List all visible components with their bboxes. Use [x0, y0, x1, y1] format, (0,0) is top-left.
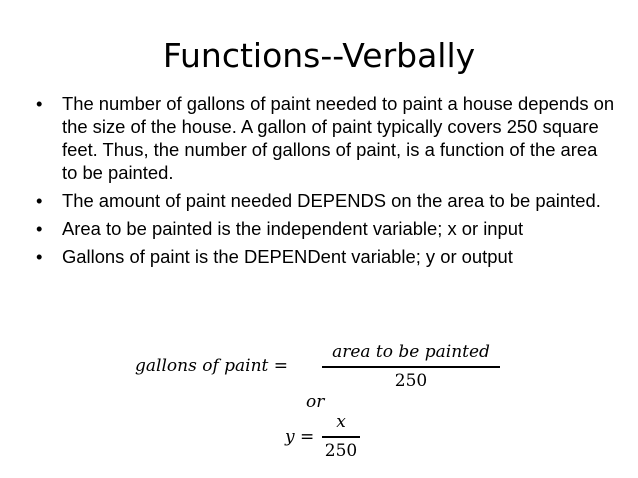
equation1-lhs: gallons of paint = — [135, 356, 289, 376]
bullet-list — [36, 92, 616, 273]
bullet-item — [36, 189, 616, 212]
bullet-item — [36, 245, 616, 268]
bullet-dot-icon: • — [36, 93, 43, 114]
equation1-denominator: 250 — [394, 371, 428, 391]
bullet-dot-icon: • — [36, 246, 43, 267]
slide-title: Functions--Verbally — [162, 36, 476, 75]
equation2-numerator: x — [336, 412, 346, 432]
equation2-fraction-bar — [322, 436, 360, 438]
bullet-text: Area to be painted is the independent variable; x or input — [62, 218, 524, 239]
bullet-dot-icon: • — [36, 190, 43, 211]
bullet-text: The number of gallons of paint needed to paint a house depends on the size of the house. A gallon of paint typically covers 250 square feet. Thus, the number of gallons of paint, is a function of the area to be painted. — [62, 93, 615, 183]
equation1-fraction-bar — [322, 366, 500, 368]
bullet-item — [36, 92, 616, 184]
equation1-numerator: area to be painted — [332, 342, 490, 362]
equation-connector: or — [306, 392, 325, 412]
equation2-denominator: 250 — [324, 441, 358, 461]
bullet-text: Gallons of paint is the DEPENDent variable; y or output — [62, 246, 513, 267]
bullet-item — [36, 217, 616, 240]
bullet-text: The amount of paint needed DEPENDS on the area to be painted. — [62, 190, 601, 211]
bullet-dot-icon: • — [36, 218, 43, 239]
equation2-lhs: y = — [285, 427, 315, 447]
